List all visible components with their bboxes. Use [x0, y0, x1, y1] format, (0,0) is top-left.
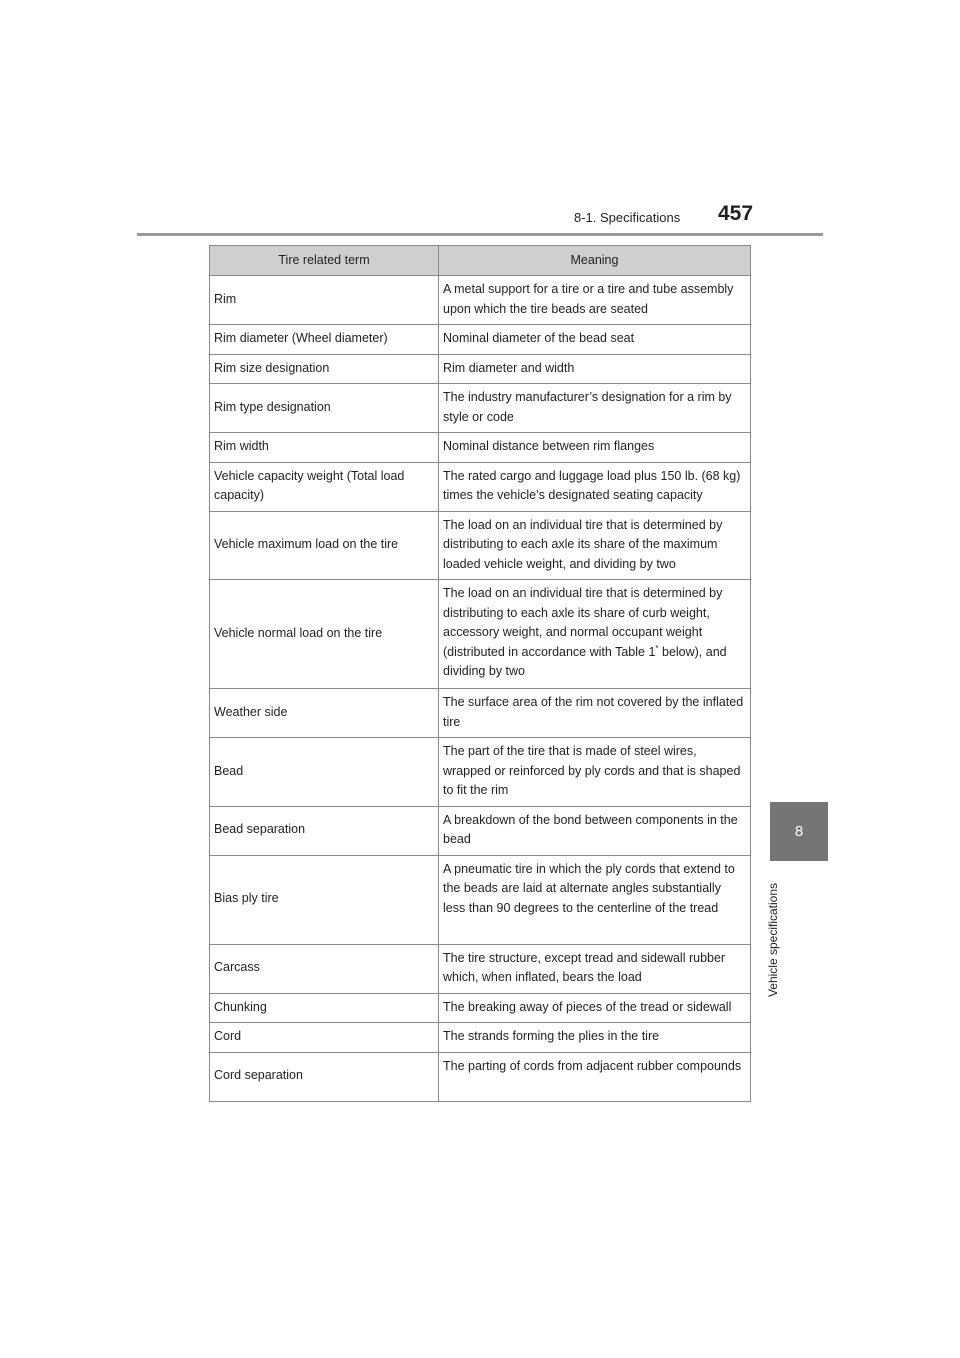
meaning-cell: The tire structure, except tread and sidewall rubber which, when inflated, bears the load	[439, 944, 751, 993]
term-cell: Weather side	[210, 689, 439, 738]
term-cell: Bead	[210, 738, 439, 807]
term-cell: Cord separation	[210, 1052, 439, 1101]
meaning-cell: Nominal distance between rim flanges	[439, 433, 751, 463]
meaning-cell	[439, 580, 751, 689]
term-cell: Carcass	[210, 944, 439, 993]
table-row	[210, 354, 751, 384]
table-row	[210, 1023, 751, 1053]
meaning-cell: A pneumatic tire in which the ply cords that extend to the beads are laid at alternate angles substantially less than 90 degrees to the centerline of the tread	[439, 855, 751, 944]
table-row	[210, 855, 751, 944]
column-header-term: Tire related term	[210, 246, 439, 276]
term-cell: Vehicle capacity weight (Total load capacity)	[210, 462, 439, 511]
table-row	[210, 993, 751, 1023]
meaning-text-continued: below), and dividing by two	[443, 644, 727, 678]
section-title: 8-1. Specifications	[574, 210, 681, 225]
meaning-cell: The strands forming the plies in the tire	[439, 1023, 751, 1053]
term-cell: Rim diameter (Wheel diameter)	[210, 325, 439, 355]
meaning-cell: Rim diameter and width	[439, 354, 751, 384]
term-cell: Rim	[210, 276, 439, 325]
meaning-cell: A metal support for a tire or a tire and tube assembly upon which the tire beads are seated	[439, 276, 751, 325]
meaning-cell: The surface area of the rim not covered by the inflated tire	[439, 689, 751, 738]
table-row	[210, 433, 751, 463]
table-row	[210, 806, 751, 855]
table-row	[210, 738, 751, 807]
meaning-cell: A breakdown of the bond between components in the bead	[439, 806, 751, 855]
table-row	[210, 511, 751, 580]
term-cell: Rim width	[210, 433, 439, 463]
meaning-cell: The parting of cords from adjacent rubber compounds	[439, 1052, 751, 1101]
term-cell: Rim type designation	[210, 384, 439, 433]
table-header-row	[210, 246, 751, 276]
meaning-cell: The load on an individual tire that is determined by distributing to each axle its share of the maximum loaded vehicle weight, and dividing by two	[439, 511, 751, 580]
term-cell: Bead separation	[210, 806, 439, 855]
meaning-cell: The part of the tire that is made of steel wires, wrapped or reinforced by ply cords and that is shaped to fit the rim	[439, 738, 751, 807]
term-cell: Vehicle normal load on the tire	[210, 580, 439, 689]
table-row	[210, 384, 751, 433]
meaning-text: The load on an individual tire that is determined by distributing to each axle its share of curb weight, accessory weight, and normal occupant weight (distributed in accordance with Table 1	[443, 586, 723, 659]
term-cell: Vehicle maximum load on the tire	[210, 511, 439, 580]
header-divider	[137, 233, 823, 236]
table-row	[210, 689, 751, 738]
tire-terms-table	[209, 245, 751, 1102]
meaning-cell: The breaking away of pieces of the tread or sidewall	[439, 993, 751, 1023]
chapter-title: Vehicle specifications	[766, 882, 780, 998]
term-cell: Cord	[210, 1023, 439, 1053]
term-cell: Bias ply tire	[210, 855, 439, 944]
table-row	[210, 580, 751, 689]
chapter-number: 8	[794, 823, 804, 840]
chapter-tab	[770, 802, 828, 861]
meaning-cell: Nominal diameter of the bead seat	[439, 325, 751, 355]
term-cell: Chunking	[210, 993, 439, 1023]
table-row	[210, 944, 751, 993]
table-row	[210, 325, 751, 355]
footnote-marker: *	[655, 643, 659, 653]
column-header-meaning: Meaning	[439, 246, 751, 276]
page-number: 457	[718, 202, 754, 225]
meaning-cell: The rated cargo and luggage load plus 150 lb. (68 kg) times the vehicle’s designated seating capacity	[439, 462, 751, 511]
table-row	[210, 276, 751, 325]
meaning-cell: The industry manufacturer’s designation for a rim by style or code	[439, 384, 751, 433]
table-row	[210, 1052, 751, 1101]
table-row	[210, 462, 751, 511]
term-cell: Rim size designation	[210, 354, 439, 384]
